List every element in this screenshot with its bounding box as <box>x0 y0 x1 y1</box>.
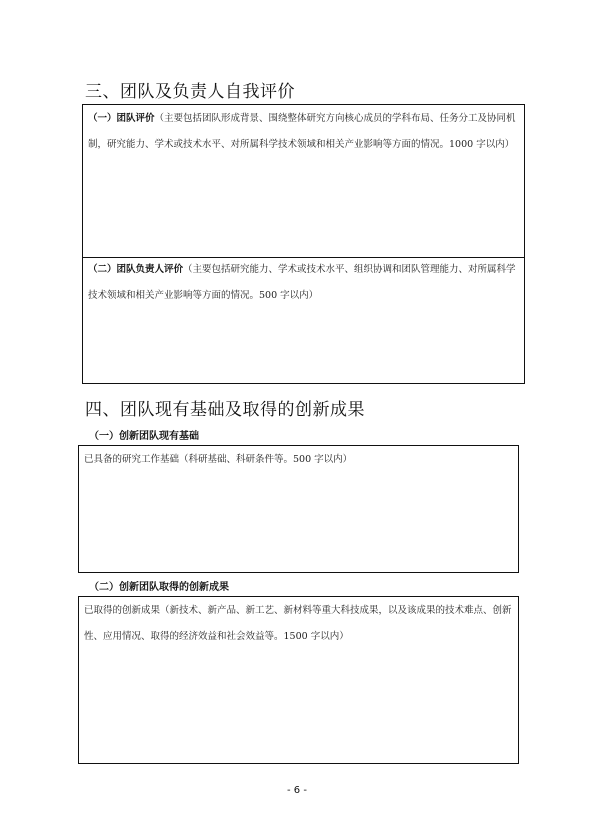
team-evaluation-label: （一）团队评价 <box>88 113 155 124</box>
leader-evaluation-prompt <box>88 257 520 309</box>
innovation-results-prompt: 已取得的创新成果（新技术、新产品、新工艺、新材料等重大科技成果，以及该成果的技术难点、创新性、应用情况、取得的经济效益和社会效益等。1500 字以内） <box>84 605 512 642</box>
existing-foundation-prompt: 已具备的研究工作基础（科研基础、科研条件等。500 字以内） <box>84 454 353 465</box>
page-number: - 6 - <box>287 785 307 796</box>
team-evaluation-prompt <box>88 106 520 158</box>
section-four-heading: 四、团队现有基础及取得的创新成果 <box>85 400 365 420</box>
team-evaluation-description: （主要包括团队形成背景、围绕整体研究方向核心成员的学科布局、任务分工及协同机制，研究能力、学术或技术水平、对所属科学技术领域和相关产业影响等方面的情况。1000 字以内） <box>88 113 516 150</box>
leader-evaluation-label: （二）团队负责人评价 <box>88 264 184 275</box>
innovation-results-heading: （二）创新团队取得的创新成果 <box>89 582 229 593</box>
section-three-heading: 三、团队及负责人自我评价 <box>85 82 295 102</box>
existing-foundation-heading: （一）创新团队现有基础 <box>89 431 199 442</box>
leader-evaluation-description: （主要包括研究能力、学术或技术水平、组织协调和团队管理能力、对所属科学技术领域和相关产业影响等方面的情况。500 字以内） <box>88 264 516 301</box>
